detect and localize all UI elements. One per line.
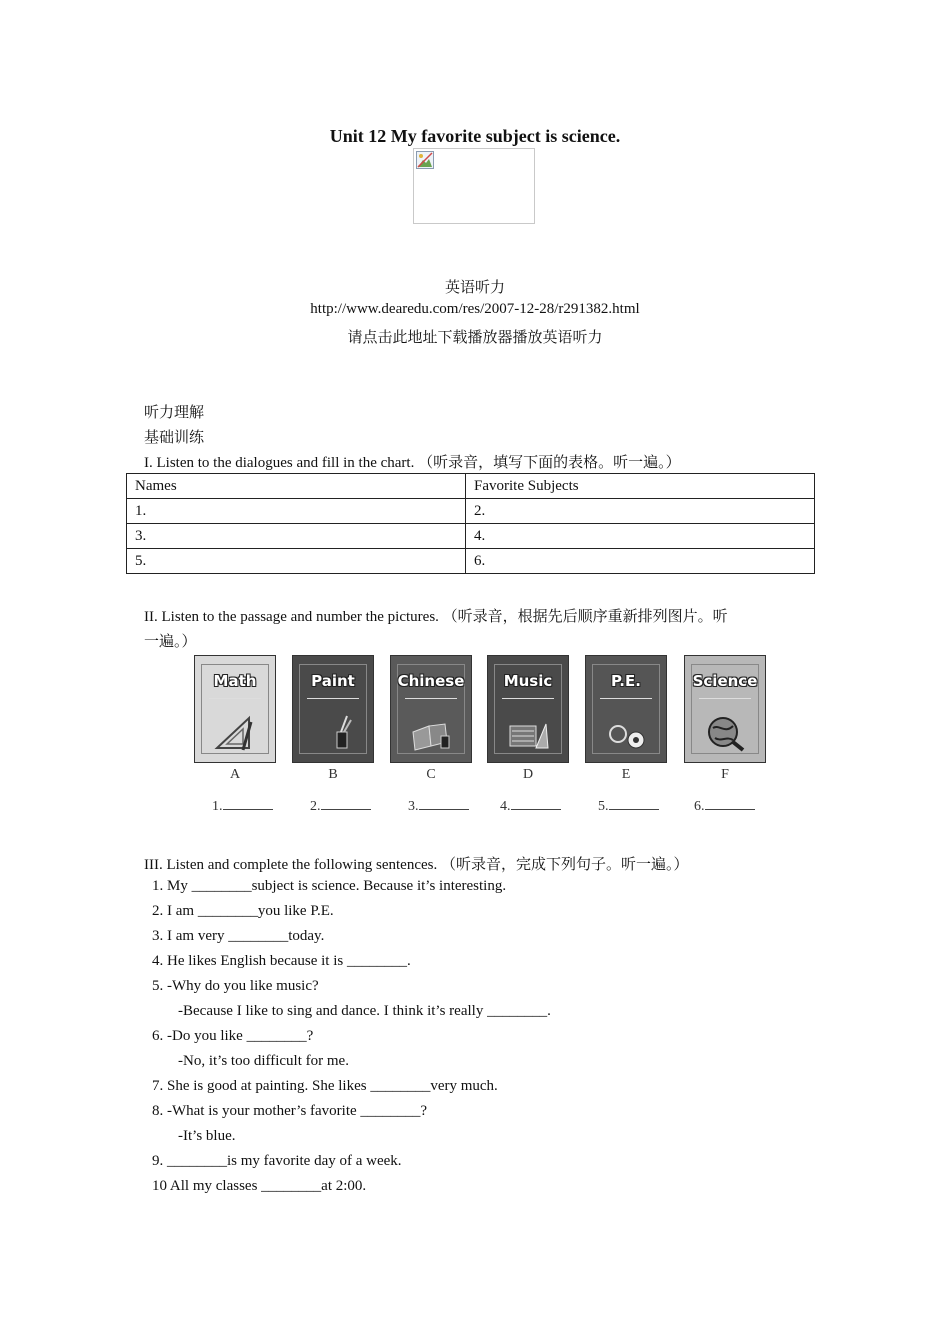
book-pe xyxy=(585,655,667,763)
section-basic: 基础训练 xyxy=(144,430,205,446)
sentence-item: 7. She is good at painting. She likes ________very much. xyxy=(152,1078,498,1094)
sentence-item: 8. -What is your mother’s favorite ________? xyxy=(152,1103,428,1119)
book-title: Math xyxy=(213,672,257,690)
table-header-subjects: Favorite Subjects xyxy=(466,474,815,499)
paint-brush-icon xyxy=(311,712,355,752)
sentence-item: 10 All my classes ________at 2:00. xyxy=(152,1178,367,1194)
picture-blank[interactable]: 1. xyxy=(212,797,284,815)
part3-instruction: III. Listen and complete the following sentences. （听录音，完成下列句子。听一遍。） xyxy=(144,857,689,873)
sentence-item: 6. -Do you like ________? xyxy=(152,1028,314,1044)
open-book-icon xyxy=(409,712,453,752)
table-cell[interactable]: 1. xyxy=(127,499,466,524)
picture-letter: A xyxy=(229,767,241,782)
picture-letter: F xyxy=(721,767,729,782)
book-title: Chinese xyxy=(397,672,465,690)
sentence-item: -Because I like to sing and dance. I think it’s really ________. xyxy=(178,1003,551,1019)
book-chinese xyxy=(390,655,472,763)
part2-instruction-line1: II. Listen to the passage and number the pictures. （听录音，根据先后顺序重新排列图片。听 xyxy=(144,609,728,625)
broken-image-placeholder xyxy=(413,148,535,224)
book-title: Science xyxy=(692,672,758,690)
book-paint xyxy=(292,655,374,763)
sentence-item: 9. ________is my favorite day of a week. xyxy=(152,1153,402,1169)
answer-chart xyxy=(126,473,815,574)
part1-instruction: I. Listen to the dialogues and fill in the chart. （听录音，填写下面的表格。听一遍。） xyxy=(144,455,681,471)
table-row xyxy=(127,474,815,499)
table-cell[interactable]: 4. xyxy=(466,524,815,549)
table-cell[interactable]: 6. xyxy=(466,549,815,574)
table-cell[interactable]: 2. xyxy=(466,499,815,524)
audio-label: 英语听力 xyxy=(444,280,505,296)
book-science xyxy=(684,655,766,763)
table-header-names: Names xyxy=(127,474,466,499)
book-music xyxy=(487,655,569,763)
book-math xyxy=(194,655,276,763)
picture-letter: D xyxy=(522,767,534,782)
picture-letter: C xyxy=(426,767,436,782)
sentence-item: -It’s blue. xyxy=(178,1128,236,1144)
audio-link[interactable]: http://www.dearedu.com/res/2007-12-28/r291382.html xyxy=(310,301,640,317)
audio-note: 请点击此地址下载播放器播放英语听力 xyxy=(347,330,603,346)
picture-letter: B xyxy=(328,767,338,782)
table-cell[interactable]: 3. xyxy=(127,524,466,549)
broken-image-icon xyxy=(416,151,434,169)
book-title: Paint xyxy=(311,672,355,690)
book-title: P.E. xyxy=(611,672,641,690)
page-title: Unit 12 My favorite subject is science. xyxy=(329,126,621,146)
section-listening: 听力理解 xyxy=(144,405,205,421)
part2-instruction-line2: 一遍。） xyxy=(144,634,197,650)
ball-icon xyxy=(604,712,648,752)
subject-pictures xyxy=(192,655,772,825)
picture-blank[interactable]: 3. xyxy=(408,797,480,815)
music-score-icon xyxy=(506,712,550,752)
book-title: Music xyxy=(503,672,553,690)
globe-icon xyxy=(703,712,747,752)
sentence-item: 2. I am ________you like P.E. xyxy=(152,903,334,919)
table-cell[interactable]: 5. xyxy=(127,549,466,574)
picture-blank[interactable]: 4. xyxy=(500,797,572,815)
picture-letter: E xyxy=(621,767,631,782)
sentence-item: 4. He likes English because it is ________. xyxy=(152,953,411,969)
sentence-item: -No, it’s too difficult for me. xyxy=(178,1053,349,1069)
picture-blank[interactable]: 2. xyxy=(310,797,382,815)
picture-blank[interactable]: 5. xyxy=(598,797,670,815)
sentence-item: 5. -Why do you like music? xyxy=(152,978,319,994)
table-row xyxy=(127,524,815,549)
table-row xyxy=(127,499,815,524)
ruler-triangle-icon xyxy=(213,712,257,752)
sentence-item: 1. My ________subject is science. Because it’s interesting. xyxy=(152,878,507,894)
picture-blank[interactable]: 6. xyxy=(694,797,766,815)
table-row xyxy=(127,549,815,574)
sentence-item: 3. I am very ________today. xyxy=(152,928,325,944)
